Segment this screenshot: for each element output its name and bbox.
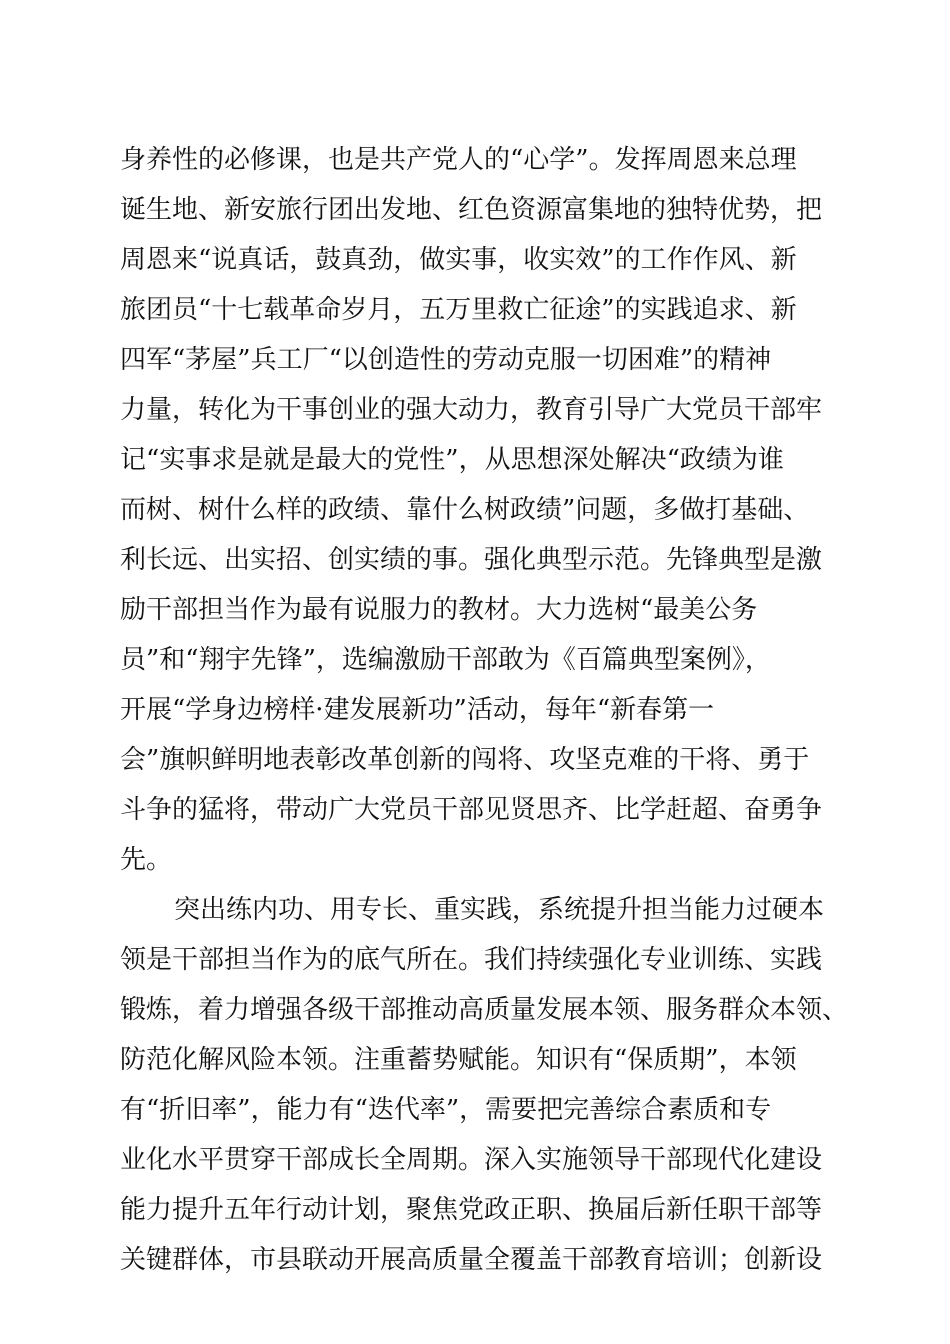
text-line: [0, 190, 950, 230]
line-text: 旅团员“十七载革命岁月，五万里救亡征途”的实践追求、新: [120, 295, 797, 325]
line-text: 先。: [120, 845, 173, 875]
text-line: [0, 1040, 950, 1080]
text-line: [0, 1190, 950, 1230]
line-text: 力量，转化为干事创业的强大动力，教育引导广大党员干部牢: [120, 395, 823, 425]
line-text: 斗争的猛将，带动广大党员干部见贤思齐、比学赶超、奋勇争: [120, 795, 823, 825]
line-text: 开展“学身边榜样·建发展新功”活动，每年“新春第一: [120, 695, 715, 725]
line-text: 记“实事求是就是最大的党性”，从思想深处解决“政绩为谁: [120, 445, 784, 475]
text-line: [0, 1240, 950, 1280]
line-text: 周恩来“说真话，鼓真劲，做实事，收实效”的工作作风、新: [120, 245, 797, 275]
line-text: 会”旗帜鲜明地表彰改革创新的闯将、攻坚克难的干将、勇于: [120, 745, 810, 775]
text-line: [0, 1140, 950, 1180]
text-line: [0, 440, 950, 480]
line-text: 能力提升五年行动计划，聚焦党政正职、换届后新任职干部等: [120, 1195, 823, 1225]
line-text: 领是干部担当作为的底气所在。我们持续强化专业训练、实践: [120, 945, 823, 975]
text-line: [0, 840, 950, 880]
line-text: 而树、树什么样的政绩、靠什么树政绩”问题，多做打基础、: [120, 495, 810, 525]
line-text: 四军“茅屋”兵工厂“以创造性的劳动克服一切困难”的精神: [120, 345, 772, 375]
text-line: [0, 240, 950, 280]
text-line: [0, 490, 950, 530]
line-text: 身养性的必修课，也是共产党人的“心学”。发挥周恩来总理: [120, 145, 797, 175]
text-line: [0, 740, 950, 780]
text-line: [0, 940, 950, 980]
text-line: [0, 590, 950, 630]
line-text: 突出练内功、用专长、重实践，系统提升担当能力过硬本: [174, 895, 825, 925]
text-line: [0, 290, 950, 330]
line-text: 励干部担当作为最有说服力的教材。大力选树“最美公务: [120, 595, 758, 625]
text-line: [0, 140, 950, 180]
text-line: [0, 690, 950, 730]
text-line: [0, 1090, 950, 1130]
line-text: 员”和“翔宇先锋”，选编激励干部敢为《百篇典型案例》，: [120, 645, 771, 675]
text-line: [0, 790, 950, 830]
line-text: 防范化解风险本领。注重蓄势赋能。知识有“保质期”，本领: [120, 1045, 797, 1075]
line-text: 有“折旧率”，能力有“迭代率”，需要把完善综合素质和专: [120, 1095, 772, 1125]
text-line: [0, 640, 950, 680]
line-text: 诞生地、新安旅行团出发地、红色资源富集地的独特优势，把: [120, 195, 823, 225]
text-line: [0, 990, 950, 1030]
line-text: 锻炼，着力增强各级干部推动高质量发展本领、服务群众本领、: [120, 995, 849, 1025]
text-line: [0, 340, 950, 380]
line-text: 利长远、出实招、创实绩的事。强化典型示范。先锋典型是激: [120, 545, 823, 575]
text-line: [0, 390, 950, 430]
text-line: [0, 540, 950, 580]
text-line: [0, 890, 950, 930]
line-text: 关键群体，市县联动开展高质量全覆盖干部教育培训；创新设: [120, 1245, 823, 1275]
line-text: 业化水平贯穿干部成长全周期。深入实施领导干部现代化建设: [120, 1145, 823, 1175]
